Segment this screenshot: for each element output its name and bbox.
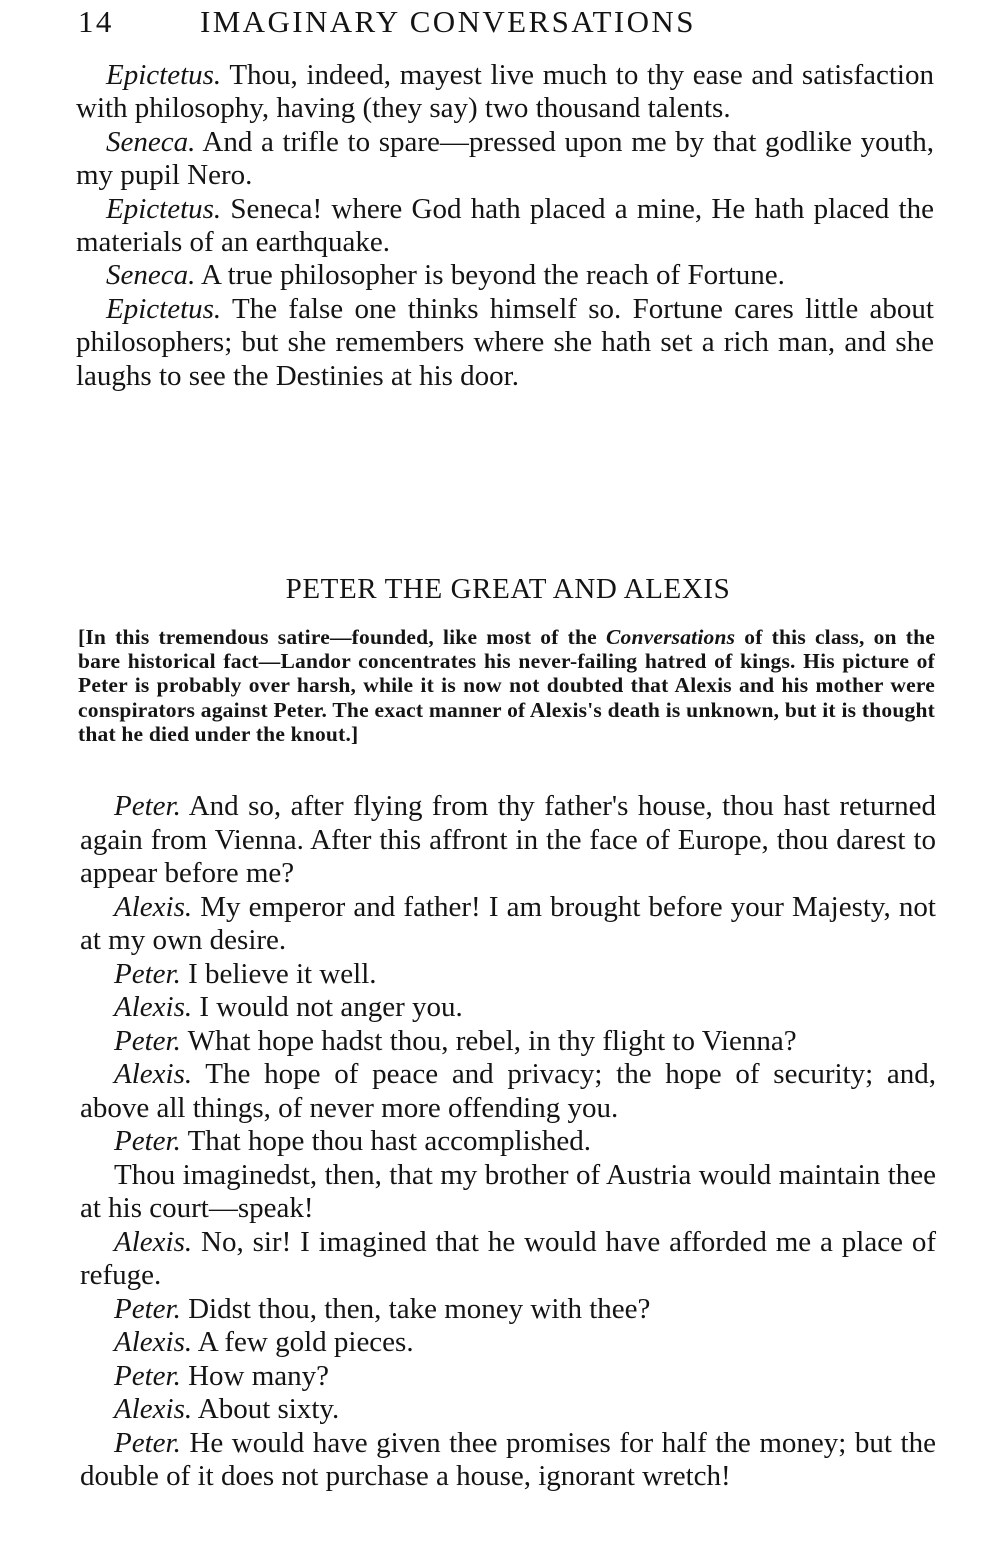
line-text: A true philosopher is beyond the reach of Fortune. [195,259,785,292]
speaker-name: Alexis. [114,991,193,1023]
speaker-name: Peter. [114,1024,181,1057]
introduction-text-end: of this class, on the bare historical fact—Landor concentrates his never-failing hatred of kings. His picture of Peter is probably over harsh, while it is now not doubted that Alexis and his mother were conspirators against Peter. The exact manner of Alexis's death is unknown, but it is thought that he died under the knout.] [78,625,935,746]
dialogue-line [80,1427,936,1494]
line-text: He would have given thee promises for half the money; but the double of it does not purchase a house, ignorant wretch! [80,1426,936,1492]
dialogue-line [80,891,936,958]
line-text: How many? [180,1359,330,1392]
speaker-name: Seneca. [106,259,196,292]
dialogue-line [80,1025,936,1059]
dialogue-line [76,293,934,393]
speaker-name: Alexis. [114,1225,193,1258]
dialogue-line [76,59,934,126]
line-text: About sixty. [192,1393,340,1425]
speaker-name: Epictetus. [106,59,222,91]
dialogue-line [80,790,936,891]
running-title: IMAGINARY CONVERSATIONS [200,4,696,39]
line-text: No, sir! I imagined that he would have afforded me a place of refuge. [80,1225,936,1291]
line-text: Thou imaginedst, then, that my brother of Austria would maintain thee at his court—speak! [80,1158,936,1224]
dialogue-line [80,991,936,1025]
line-text: That hope thou hast accomplished. [180,1125,592,1157]
dialogue-line [80,1393,936,1427]
speaker-name: Peter. [114,1426,181,1459]
dialogue-line [80,1360,936,1394]
line-text: I would not anger you. [192,991,463,1023]
dialogue-line [76,259,934,292]
running-head [78,2,818,42]
line-text: I believe it well. [180,957,377,990]
line-text: Seneca! where God hath placed a mine, He hath placed the materials of an earthquake. [76,192,934,259]
dialogue-line [80,1058,936,1125]
speaker-name: Alexis. [114,1326,193,1358]
speaker-name: Epictetus. [106,192,222,225]
speaker-name: Alexis. [114,1058,193,1090]
speaker-name: Peter. [114,957,181,990]
line-text: And so, after flying from thy father's house, thou hast returned again from Vienna. After this affront in the face of Europe, thou darest to appear before me? [80,790,936,889]
line-text: Thou, indeed, mayest live much to thy ease and satisfaction with philosophy, having (they say) two thousand talents. [76,59,934,125]
speaker-name: Alexis. [114,1393,193,1425]
line-text: What hope hadst thou, rebel, in thy flight to Vienna? [180,1024,797,1057]
line-text: The false one thinks himself so. Fortune cares little about philosophers; but she remembers where she hath set a rich man, and she laughs to see the Destinies at his door. [76,292,934,392]
dialogue-line [80,1326,936,1360]
line-text: A few gold pieces. [192,1326,414,1358]
line-text: The hope of peace and privacy; the hope of security; and, above all things, of never more offending you. [80,1058,936,1124]
dialogue-line [76,193,934,260]
line-text: And a trifle to spare—pressed upon me by that godlike youth, my pupil Nero. [76,125,934,192]
introduction-paragraph [78,625,935,746]
dialogue-line [80,1226,936,1293]
introduction-text-start: [In this tremendous satire—founded, like most of the [78,625,606,649]
dialogue-line [80,1293,936,1327]
editorial-introduction [78,625,935,746]
dialogue-line [80,958,936,992]
speaker-name: Peter. [114,790,181,822]
introduction-italic-title: Conversations [605,625,736,649]
speaker-name: Seneca. [106,125,196,158]
dialogue-epictetus-seneca [76,59,934,393]
line-text: My emperor and father! I am brought before your Majesty, not at my own desire. [80,890,936,956]
speaker-name: Peter. [114,1292,181,1325]
dialogue-line [80,1125,936,1159]
section-heading: PETER THE GREAT AND ALEXIS [285,573,731,605]
speaker-name: Peter. [114,1359,181,1392]
page-number: 14 [78,4,114,39]
speaker-name: Epictetus. [106,292,222,325]
line-text: Didst thou, then, take money with thee? [180,1292,651,1325]
dialogue-line [80,1159,936,1226]
speaker-name: Alexis. [114,890,193,923]
dialogue-peter-alexis [80,790,936,1494]
dialogue-line [76,126,934,193]
speaker-name: Peter. [114,1125,181,1157]
